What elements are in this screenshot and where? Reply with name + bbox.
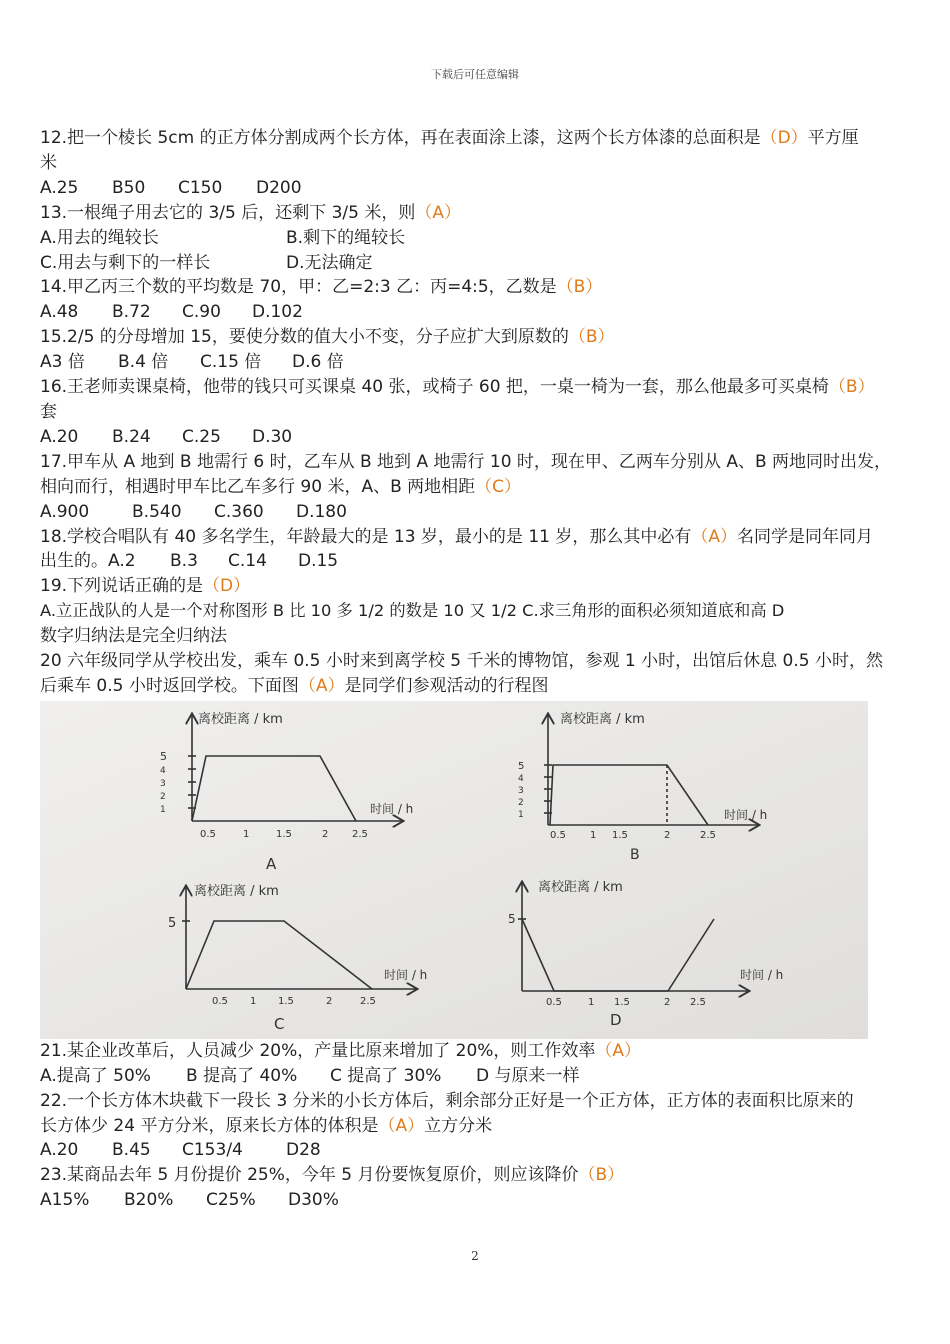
option: C.14 bbox=[228, 551, 267, 572]
question-20-cont bbox=[40, 674, 925, 699]
question-text: 立方分米 bbox=[424, 1115, 493, 1136]
option: A.900 bbox=[40, 501, 90, 522]
x-tick: 0.5 bbox=[200, 828, 216, 840]
x-tick: 0.5 bbox=[546, 996, 562, 1008]
y-tick: 4 bbox=[160, 765, 166, 776]
options bbox=[40, 350, 925, 375]
graph-label-c: C bbox=[274, 1014, 285, 1033]
travel-graphs-photo bbox=[40, 701, 868, 1039]
answer: （D） bbox=[760, 128, 808, 148]
y-tick: 1 bbox=[518, 809, 524, 820]
option: B.72 bbox=[112, 302, 151, 323]
option: A3 倍 bbox=[40, 352, 85, 373]
option: D.无法确定 bbox=[286, 252, 373, 273]
answer: （B） bbox=[578, 1165, 625, 1186]
question-23 bbox=[40, 1163, 925, 1188]
y-tick: 5 bbox=[160, 749, 167, 763]
option: C.25 bbox=[182, 426, 221, 447]
x-tick: 1 bbox=[250, 995, 257, 1007]
option: A.提高了 50% bbox=[40, 1065, 151, 1086]
x-tick: 2.5 bbox=[352, 828, 368, 840]
graph-label-a: A bbox=[266, 854, 277, 873]
question-text: 18.学校合唱队有 40 多名学生，年龄最大的是 13 岁，最小的是 11 岁，那么其中必有 bbox=[40, 526, 692, 547]
question-18-cont bbox=[40, 549, 925, 574]
question-text: 21.某企业改革后，人员减少 20%，产量比原来增加了 20%，则工作效率 bbox=[40, 1040, 596, 1061]
option: B.剩下的绳较长 bbox=[286, 227, 406, 248]
question-text: 12.把一个棱长 5cm 的正方体分割成两个长方体，再在表面涂上漆，这两个长方体漆的总面积是 bbox=[40, 128, 761, 148]
document-body bbox=[40, 126, 925, 1213]
x-axis-label: 时间 / h bbox=[370, 801, 414, 816]
option: B.540 bbox=[132, 501, 182, 522]
question-text: 13.一根绳子用去它的 3/5 后，还剩下 3/5 米，则 bbox=[40, 202, 416, 223]
question-text: 16.王老师卖课桌椅，他带的钱只可买课桌 40 张，或椅子 60 把，一桌一椅为一套，那么他最多可买桌椅 bbox=[40, 377, 829, 398]
question-22: 22.一个长方体木块截下一段长 3 分米的小长方体后，剩余部分正好是一个正方体，正方体的表面积比原来的 bbox=[40, 1090, 854, 1111]
y-axis-label: 离校距离 / km bbox=[194, 883, 279, 899]
question-text: 名同学是同年同月 bbox=[737, 526, 873, 547]
y-tick: 2 bbox=[160, 791, 166, 802]
x-tick: 2.5 bbox=[690, 996, 706, 1008]
option: C.90 bbox=[182, 302, 221, 323]
x-tick: 2 bbox=[664, 829, 671, 841]
answer: （A） bbox=[595, 1040, 642, 1061]
question-17-cont bbox=[40, 475, 925, 500]
answer: （A） bbox=[378, 1115, 425, 1136]
y-tick: 4 bbox=[518, 773, 524, 784]
y-tick: 5 bbox=[508, 911, 516, 926]
option: D 与原来一样 bbox=[476, 1065, 580, 1086]
option: B.3 bbox=[170, 551, 198, 572]
option: B.45 bbox=[112, 1140, 151, 1161]
question-text: 23.某商品去年 5 月份提价 25%，今年 5 月份要恢复原价，则应该降价 bbox=[40, 1165, 579, 1186]
question-text: 套 bbox=[40, 401, 57, 422]
x-axis-label: 时间 / h bbox=[724, 807, 768, 822]
option: A.48 bbox=[40, 302, 79, 323]
page-header: 下载后可任意编辑 bbox=[431, 68, 519, 81]
question-text: 后乘车 0.5 小时返回学校。下面图 bbox=[40, 675, 299, 696]
options bbox=[40, 1188, 925, 1213]
question-12 bbox=[40, 126, 925, 151]
question-15 bbox=[40, 325, 925, 350]
x-tick: 1.5 bbox=[614, 996, 630, 1008]
option: A.25 bbox=[40, 177, 79, 198]
option: A.20 bbox=[40, 426, 79, 447]
y-tick: 2 bbox=[518, 797, 524, 808]
option: D.30 bbox=[252, 426, 293, 447]
x-tick: 1.5 bbox=[612, 829, 628, 841]
question-22-cont bbox=[40, 1114, 925, 1139]
options bbox=[40, 425, 925, 450]
options bbox=[40, 251, 925, 276]
x-tick: 2.5 bbox=[700, 829, 716, 841]
answer: （A） bbox=[298, 675, 345, 696]
option: C153/4 bbox=[182, 1140, 243, 1161]
y-tick: 3 bbox=[160, 778, 166, 789]
question-18 bbox=[40, 525, 925, 550]
question-21 bbox=[40, 1039, 925, 1064]
option: C.15 倍 bbox=[200, 352, 262, 373]
question-text: 数字归纳法是完全归纳法 bbox=[40, 626, 227, 647]
x-tick: 2.5 bbox=[360, 995, 376, 1007]
x-axis-label: 时间 / h bbox=[384, 967, 428, 982]
x-tick: 1 bbox=[588, 996, 595, 1008]
option: C.360 bbox=[214, 501, 264, 522]
answer: （B） bbox=[568, 327, 615, 348]
y-tick: 3 bbox=[518, 785, 524, 796]
option: A15% bbox=[40, 1190, 90, 1211]
question-text: 19.下列说话正确的是 bbox=[40, 576, 204, 597]
y-tick: 1 bbox=[160, 804, 166, 815]
option: B.24 bbox=[112, 426, 151, 447]
option: C25% bbox=[206, 1190, 256, 1211]
option: C150 bbox=[178, 177, 223, 198]
question-text: 15.2/5 的分母增加 15，要使分数的值大小不变，分子应扩大到原数的 bbox=[40, 327, 569, 348]
question-text: 长方体少 24 平方分米，原来长方体的体积是 bbox=[40, 1115, 379, 1136]
options bbox=[40, 500, 925, 525]
x-tick: 1.5 bbox=[278, 995, 294, 1007]
option: D.6 倍 bbox=[292, 352, 344, 373]
answer: （A） bbox=[691, 526, 737, 547]
answer: （B） bbox=[556, 277, 603, 298]
option: D28 bbox=[286, 1140, 321, 1161]
question-14 bbox=[40, 275, 925, 300]
option: B.4 倍 bbox=[118, 352, 169, 373]
option: D.15 bbox=[298, 551, 339, 572]
option: C 提高了 30% bbox=[330, 1065, 442, 1086]
question-text: 相向而行，相遇时甲车比乙车多行 90 米，A、B 两地相距 bbox=[40, 476, 476, 497]
x-tick: 1 bbox=[590, 829, 597, 841]
option: B50 bbox=[112, 177, 146, 198]
y-axis-label: 离校距离 / km bbox=[560, 711, 645, 727]
x-tick: 1 bbox=[243, 828, 250, 840]
x-tick: 2 bbox=[664, 996, 671, 1008]
x-tick: 1.5 bbox=[276, 828, 292, 840]
x-tick: 0.5 bbox=[212, 995, 228, 1007]
question-text: A.立正战队的人是一个对称图形 B 比 10 多 1/2 的数是 10 又 1/2 C.求三角形的面积必须知道底和高 D bbox=[40, 601, 785, 621]
option: D30% bbox=[288, 1190, 339, 1211]
options bbox=[40, 176, 925, 201]
x-axis-label: 时间 / h bbox=[740, 967, 784, 982]
options bbox=[40, 1138, 925, 1163]
answer: （A） bbox=[415, 202, 462, 223]
x-tick: 0.5 bbox=[550, 829, 566, 841]
page-number: 2 bbox=[471, 1249, 479, 1263]
y-axis-label: 离校距离 / km bbox=[198, 711, 283, 727]
options bbox=[40, 1064, 925, 1089]
y-tick: 5 bbox=[168, 915, 177, 931]
question-16 bbox=[40, 375, 925, 400]
answer: （D） bbox=[203, 576, 251, 597]
question-17: 17.甲车从 A 地到 B 地需行 6 时，乙车从 B 地到 A 地需行 10 时，现在甲、乙两车分别从 A、B 两地同时出发， bbox=[40, 451, 892, 472]
options bbox=[40, 226, 925, 251]
option: A.20 bbox=[40, 1140, 79, 1161]
option: D.180 bbox=[296, 501, 347, 522]
question-text: 是同学们参观活动的行程图 bbox=[344, 675, 549, 696]
question-text: 米 bbox=[40, 152, 57, 173]
option: B20% bbox=[124, 1190, 174, 1211]
y-axis-label: 离校距离 / km bbox=[538, 879, 623, 895]
question-13 bbox=[40, 201, 925, 226]
graph-label-d: D bbox=[610, 1010, 622, 1029]
x-tick: 2 bbox=[326, 995, 333, 1007]
graph-label-b: B bbox=[630, 846, 640, 863]
option: A.2 bbox=[108, 551, 136, 572]
question-20: 20 六年级同学从学校出发，乘车 0.5 小时来到离学校 5 千米的博物馆，参观 1 小时，出馆后休息 0.5 小时，然 bbox=[40, 651, 883, 672]
question-19 bbox=[40, 574, 925, 599]
option: D.102 bbox=[252, 302, 303, 323]
question-text: 出生的。 bbox=[40, 551, 108, 572]
question-text: 平方厘 bbox=[807, 128, 859, 148]
options bbox=[40, 300, 925, 325]
option: B 提高了 40% bbox=[186, 1065, 298, 1086]
option: C.用去与剩下的一样长 bbox=[40, 252, 211, 273]
option: D200 bbox=[256, 177, 302, 198]
option: A.用去的绳较长 bbox=[40, 227, 159, 248]
answer: （B） bbox=[828, 377, 875, 398]
x-tick: 2 bbox=[322, 828, 329, 840]
answer: （C） bbox=[475, 476, 522, 497]
y-tick: 5 bbox=[518, 760, 525, 772]
question-text: 14.甲乙丙三个数的平均数是 70，甲：乙=2:3 乙：丙=4:5，乙数是 bbox=[40, 277, 557, 298]
